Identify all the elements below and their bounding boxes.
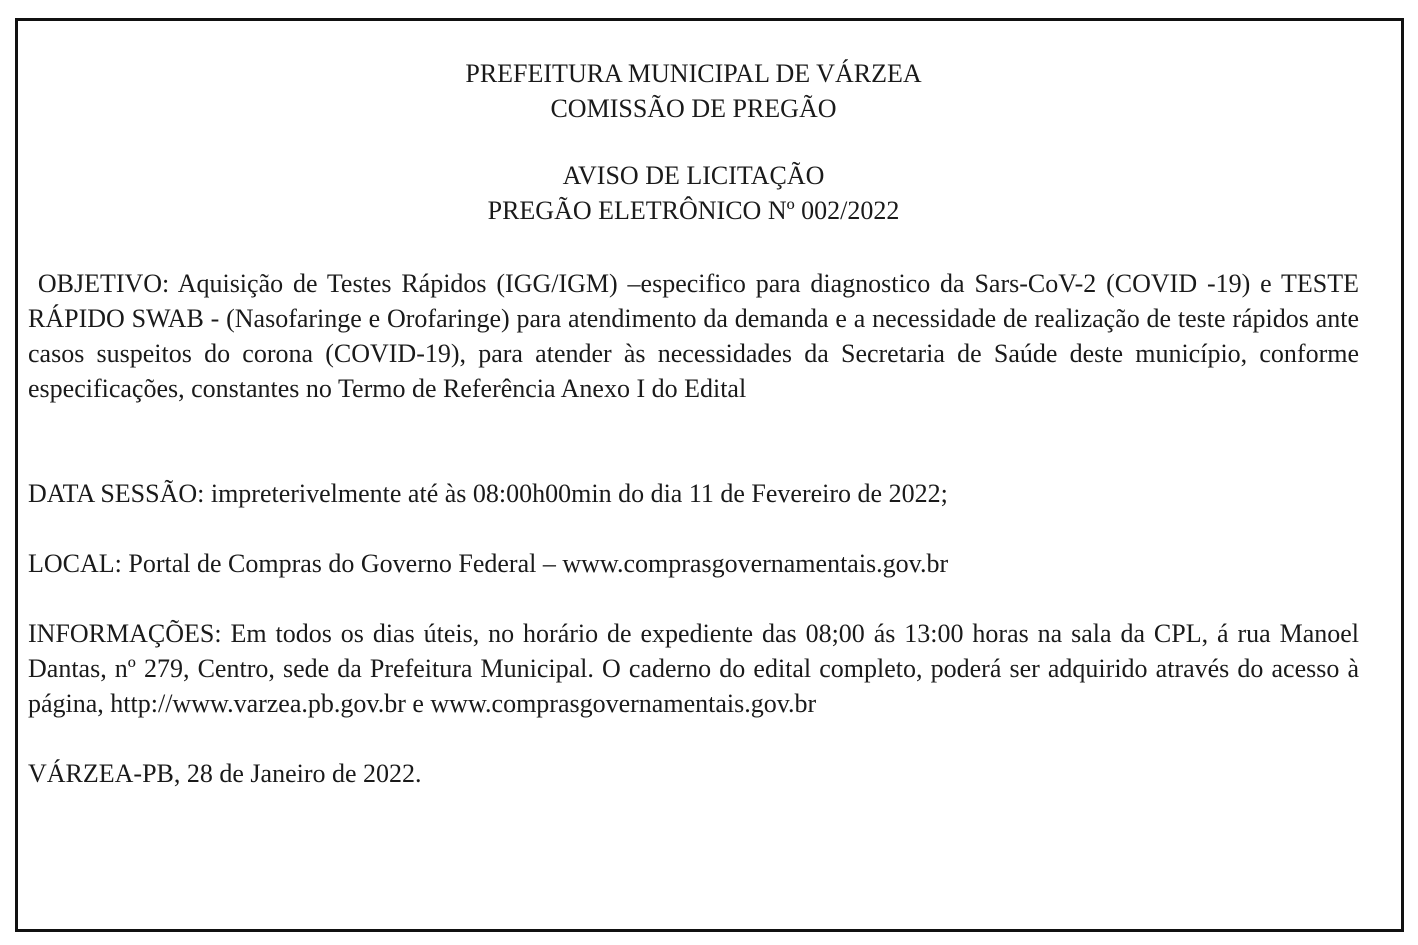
issuer-header	[28, 56, 1359, 126]
notice-content	[28, 56, 1359, 791]
objetivo-paragraph	[28, 266, 1359, 406]
commission-name: COMISSÃO DE PREGÃO	[550, 94, 837, 123]
local-paragraph: LOCAL: Portal de Compras do Governo Federal – www.comprasgovernamentais.gov.br	[28, 549, 949, 578]
issuer-name: PREFEITURA MUNICIPAL DE VÁRZEA	[465, 59, 922, 88]
notice-number: PREGÃO ELETRÔNICO Nº 002/2022	[487, 196, 900, 225]
data-sessao-paragraph: DATA SESSÃO: impreterivelmente até às 08:00h00min do dia 11 de Fevereiro de 2022;	[28, 479, 948, 508]
objetivo-text: OBJETIVO: Aquisição de Testes Rápidos (IGG/IGM) –especifico para diagnostico da Sars-CoV-2 (COVID -19) e TESTE RÁPIDO SWAB - (Nasofaringe e Orofaringe) para atendimento da demanda e a necessidade de realização de teste rápidos ante casos suspeitos do corona (COVID-19), para atender às necessidades da Secretaria de Saúde deste município, conforme especificações, constantes no Termo de Referência Anexo I do Edital	[28, 269, 1359, 403]
notice-title: AVISO DE LICITAÇÃO	[562, 161, 825, 190]
date-place-line: VÁRZEA-PB, 28 de Janeiro de 2022.	[28, 759, 422, 788]
informacoes-paragraph: INFORMAÇÕES: Em todos os dias úteis, no horário de expediente das 08;00 ás 13:00 horas na sala da CPL, á rua Manoel Dantas, nº 279, Centro, sede da Prefeitura Municipal. O caderno do edital completo, poderá ser adquirido através do acesso à página, http://www.varzea.pb.gov.br e www.comprasgovernamentais.gov.br	[28, 619, 1359, 718]
notice-title-block	[28, 158, 1359, 228]
